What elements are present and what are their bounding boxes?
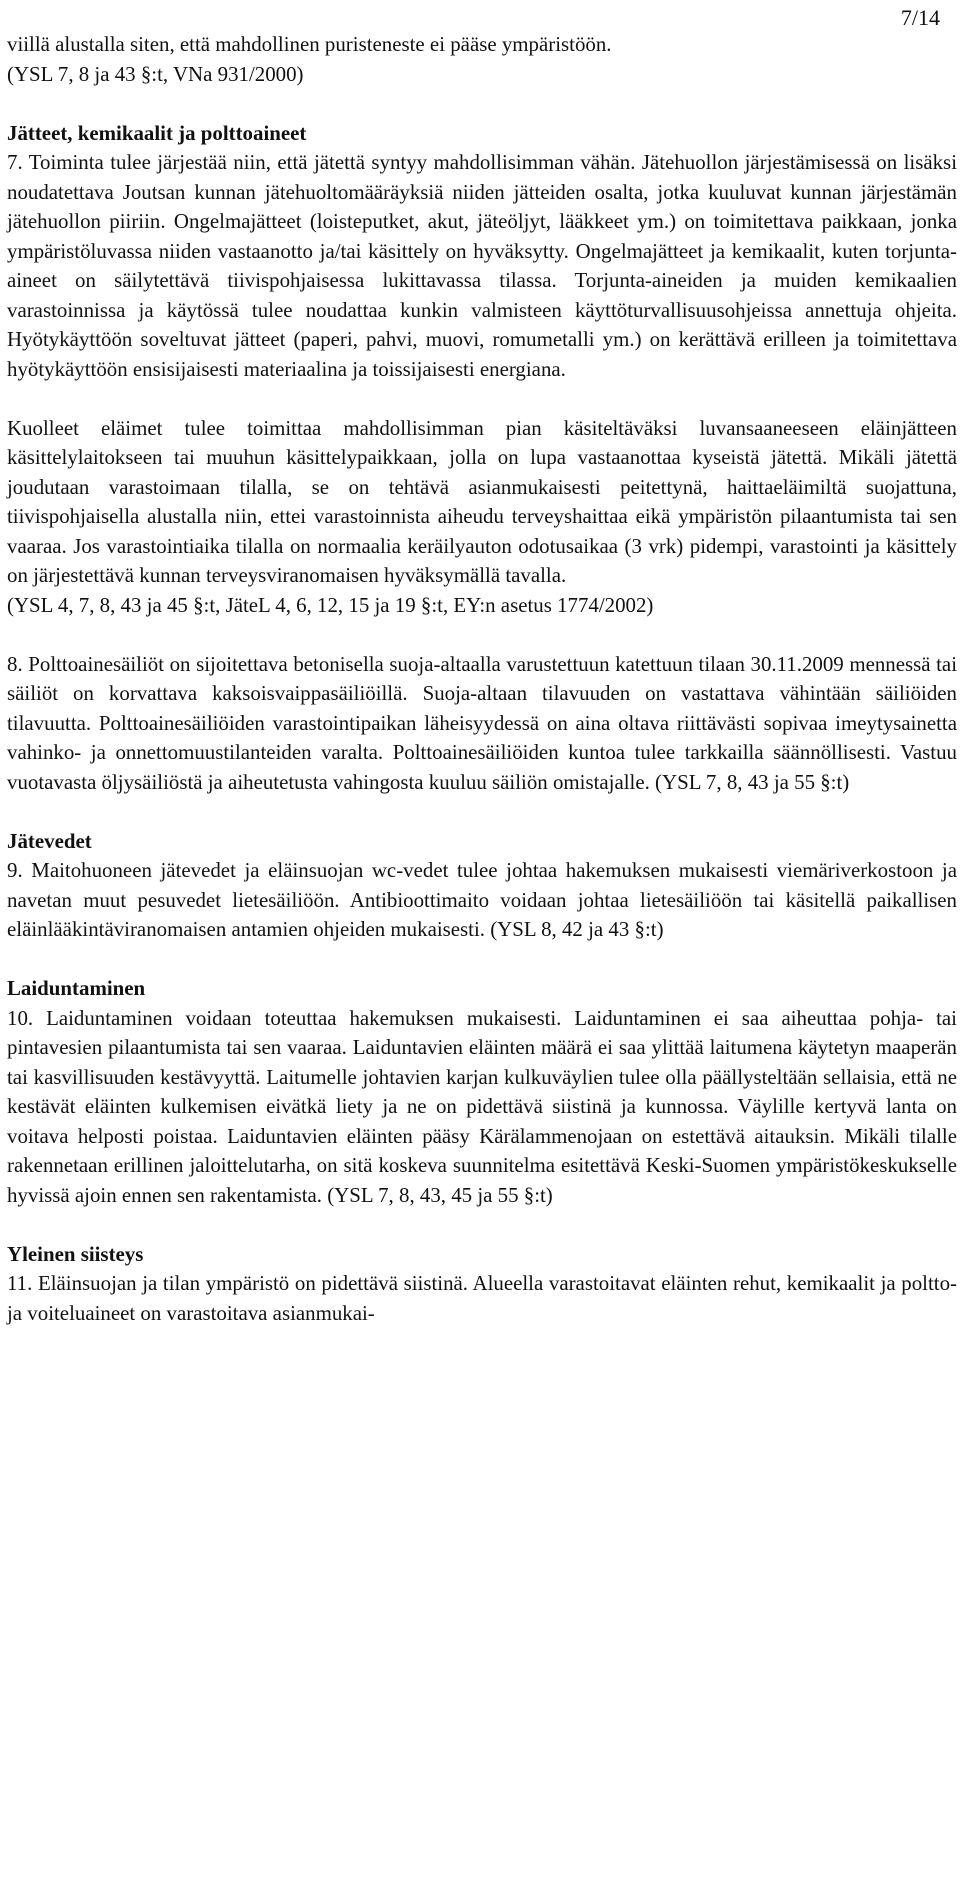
section-heading-waste: Jätteet, kemikaalit ja polttoaineet xyxy=(7,120,307,145)
paragraph-7: 7. Toiminta tulee järjestää niin, että jätettä syntyy mahdollisimman vähän. Jätehuollon järjestämisessä on lisäksi noudatettava Joutsan kunnan jätehuoltomääräyksiä niiden jätteiden osalta, jotka kuuluvat kunnan järjestämän jätehuollon piiriin. Ongelmajätteet (loisteputket, akut, jäteöljyt, lääkkeet ym.) on toimitettava paikkaan, jonka ympäristöluvassa niiden vastaanotto ja/tai käsittely on hyväksytty. Ongelmajätteet ja kemikaalit, kuten torjunta-aineet on säilytettävä tiivispohjaisessa lukittavassa tilassa. Torjunta-aineiden ja muiden kemikaalien varastoinnissa ja käytössä tulee noudattaa kunkin valmisteen käyttöturvallisuusohjeissa annettuja ohjeita. Hyötykäyttöön soveltuvat jätteet (paperi, pahvi, muovi, romumetalli ym.) on kerättävä erilleen ja toimitettava hyötykäyttöön ensisijaisesti materiaalina ja toissijaisesti energiana. xyxy=(7,150,957,381)
spacer xyxy=(7,945,957,975)
intro-paragraph: viillä alustalla siten, että mahdollinen puristeneste ei pääse ympäristöön. xyxy=(7,32,612,56)
spacer xyxy=(7,797,957,827)
paragraph-9: 9. Maitohuoneen jätevedet ja eläinsuojan wc-vedet tulee johtaa hakemuksen mukaisesti viemäriverkostoon ja navetan muut pesuvedet lietesäiliöön. Antibioottimaito voidaan johtaa lietesäiliöön tai käsitellä paikallisen eläinlääkintäviranomaisen antamien ohjeiden mukaisesti. (YSL 8, 42 ja 43 §:t) xyxy=(7,858,957,941)
spacer xyxy=(7,620,957,650)
intro-reference: (YSL 7, 8 ja 43 §:t, VNa 931/2000) xyxy=(7,61,304,86)
section-heading-cleanliness: Yleinen siisteys xyxy=(7,1241,144,1266)
paragraph-8: 8. Polttoainesäiliöt on sijoitettava betonisella suoja-altaalla varustettuun katettuun tilaan 30.11.2009 mennessä tai säiliöt on korvattava kaksoisvaippasäiliöillä. Suoja-altaan tilavuuden on vastattava vähintään säiliöiden tilavuutta. Polttoainesäiliöiden varastointipaikan läheisyydessä on aina oltava riittävästi sopivaa imeytysainetta vahinko- ja onnettomuustilanteiden varalta. Polttoainesäiliöiden kuntoa tulee tarkkailla säännöllisesti. Vastuu vuotavasta öljysäiliöstä ja aiheutetusta vahingosta kuuluu säiliön omistajalle. (YSL 7, 8, 43 ja 55 §:t) xyxy=(7,651,957,794)
paragraph-11: 11. Eläinsuojan ja tilan ympäristö on pidettävä siistinä. Alueella varastoitavat eläinten rehut, kemikaalit ja poltto- ja voiteluaineet on varastoitava asianmukai- xyxy=(7,1271,957,1325)
paragraph-10: 10. Laiduntaminen voidaan toteuttaa hakemuksen mukaisesti. Laiduntaminen ei saa aiheuttaa pohja- tai pintavesien pilaantumista tai sen vaaraa. Laiduntavien eläinten määrä ei saa ylittää laitumena käytetyn maaperän tai kasvillisuuden kestävyyttä. Laitumelle johtavien karjan kulkuväylien tulee olla päällysteltään sellaisia, että ne kestävät eläinten kulkemisen eivätkä liety ja ne on pidettävä siistinä ja kunnossa. Väylille kertyvä lanta on voitava helposti poistaa. Laiduntavien eläinten pääsy Kärälammenojaan on estettävä aitauksin. Mikäli tilalle rakennetaan erillinen jaloittelutarha, on sitä koskeva suunnitelma esitettävä Keski-Suomen ympäristökeskukselle hyvissä ajoin ennen sen rakentamista. (YSL 7, 8, 43, 45 ja 55 §:t) xyxy=(7,1005,957,1207)
document-body xyxy=(7,30,957,1328)
spacer xyxy=(7,89,957,119)
spacer xyxy=(7,1210,957,1240)
section-heading-wastewater: Jätevedet xyxy=(7,828,92,853)
section-heading-grazing: Laiduntaminen xyxy=(7,976,146,1000)
paragraph-dead-animals: Kuolleet eläimet tulee toimittaa mahdollisimman pian käsiteltäväksi luvansaaneeseen eläinjätteen käsittelylaitokseen tai muuhun käsittelypaikkaan, jolla on lupa vastaanottaa kyseistä jätettä. Mikäli jätettä joudutaan varastoimaan tilalla, se on tehtävä asianmukaisesti peitettynä, haittaeläimiltä suojattuna, tiivispohjaisella alustalla niin, ettei varastoinnista aiheudu terveyshaittaa eikä ympäristön pilaantumista tai sen vaaraa. Jos varastointiaika tilalla on normaalia keräilyauton odotusaikaa (3 vrk) pidempi, varastointi ja käsittely on järjestettävä kunnan terveysviranomaisen hyväksymällä tavalla. xyxy=(7,415,957,587)
dead-animals-reference: (YSL 4, 7, 8, 43 ja 45 §:t, JäteL 4, 6, 12, 15 ja 19 §:t, EY:n asetus 1774/2002) xyxy=(7,592,654,617)
spacer xyxy=(7,384,957,414)
page-number: 7/14 xyxy=(900,5,940,30)
